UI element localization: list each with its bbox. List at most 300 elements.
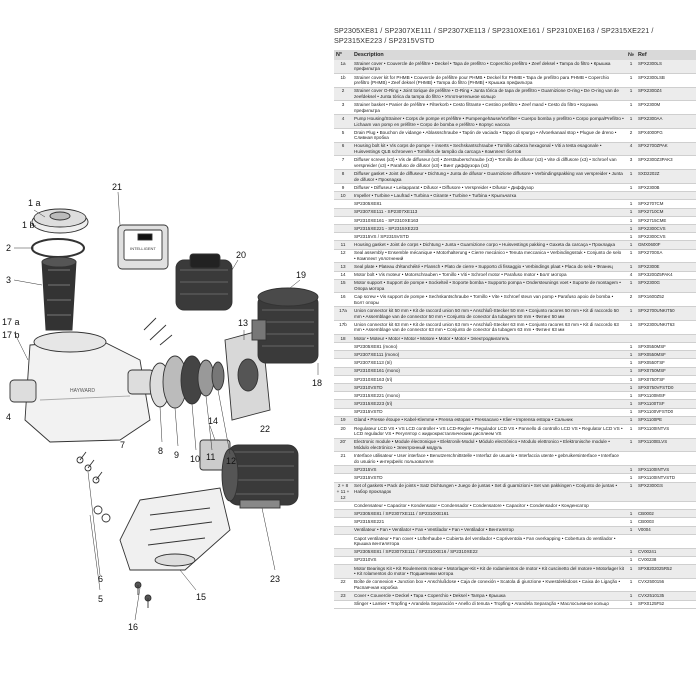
controller-brand-text: INTELLIGENT: [130, 246, 156, 251]
part-description: SP2305XE81 / SP2307XE111 / SP2310XE161: [352, 510, 626, 518]
strainer-basket-part: [42, 257, 76, 330]
part-reference: SPX2300UNKIT63: [636, 321, 696, 335]
part-description: SP2305XE81 (mono): [352, 343, 626, 351]
part-description: SP2315XE223 (tri): [352, 400, 626, 408]
part-number: [334, 233, 352, 241]
part-reference: SPX0550MSF: [636, 343, 696, 351]
part-quantity: [626, 501, 636, 509]
table-row: [334, 241, 696, 249]
table-row: [334, 534, 696, 548]
table-row: [334, 216, 696, 224]
part-description: SP2310XE161 (mono): [352, 367, 626, 375]
part-description: Diffuser gasket • Joint de diffuseur • Dichtung • Junta de difusor • Guarnizione diffusore • Verbindingspakking van verspreider • Junta de difusor • Прокладка: [352, 170, 626, 184]
part-reference: SPX2300Z3PAK3: [636, 156, 696, 170]
part-quantity: 1: [626, 241, 636, 249]
part-number: [334, 556, 352, 564]
part-quantity: 1: [626, 216, 636, 224]
part-reference: CVX2510135: [636, 592, 696, 600]
part-description: Seal plate • Plateau d'étanchéité • Flansch • Plato de cierre • Supporto di fissaggio • Verbindings plaat • Placa do selo • Фланец: [352, 263, 626, 271]
part-reference: SPX1100INTVSTD: [636, 474, 696, 482]
part-number: 18: [334, 334, 352, 342]
diagram-label-5: 5: [98, 594, 104, 604]
table-row: [334, 474, 696, 482]
part-reference: [636, 501, 696, 509]
part-reference: SPX0750MSF: [636, 367, 696, 375]
table-row: [334, 400, 696, 408]
part-quantity: 1: [626, 556, 636, 564]
part-number: [334, 208, 352, 216]
part-description: Housing bolt kit • Vis corps de pompe + inserts • Sechskantschraube • Tornillo cabeza hexagonal • Viti a testa esagonale • Huisvestings QLB schroeven • Tornillos de tampão da carcaça • Комплект болтов: [352, 142, 626, 156]
diagram-label-12: 12: [226, 456, 237, 466]
table-row: [334, 600, 696, 608]
part-quantity: 1: [626, 518, 636, 526]
part-quantity: 1: [626, 408, 636, 416]
part-number: [334, 400, 352, 408]
part-description: Motor bolt • Vis moteur • Motorschrauben • Tornillo • Viti • Schroef motor • Parafuso motor • Болт мотора: [352, 271, 626, 279]
part-number: [334, 548, 352, 556]
table-row: [334, 87, 696, 101]
table-row: [334, 424, 696, 438]
part-description: Strainer cover O-Ring • Joint torique de préfiltre • O-Ring • Junta tórica de tapa de prefiltro • Guarnizione O-ring • De O-ring van de zeefdeksel • Junta tórica da tampa do filtro • Уплотнительное кольцо: [352, 87, 626, 101]
table-row: [334, 115, 696, 129]
part-reference: SPX2300AA: [636, 115, 696, 129]
part-quantity: 1: [626, 343, 636, 351]
col-ref-header: Ref: [636, 50, 696, 60]
part-reference: SPX2300GS: [636, 482, 696, 501]
part-number: 19: [334, 416, 352, 424]
part-quantity: 1: [626, 279, 636, 293]
part-quantity: 1: [626, 321, 636, 335]
part-description: SP2305XE81 / SP2307XE111 / SP2310XE16 / SP2310XE22: [352, 548, 626, 556]
part-reference: SPX2707CM: [636, 200, 696, 208]
part-description: Union connector kit 50 mm • Kit de raccord union 50 mm • Anschluß-Stecker 50 mm • Conjunto racores 50 mm • Kit di raccordo 50 mm • Assemblage van de connector 50 mm • Conjunto de conector da tubagem 50 mm • Фитинг 50 мм: [352, 307, 626, 321]
part-quantity: 1: [626, 359, 636, 367]
diagram-label-16: 16: [128, 622, 139, 632]
part-quantity: [626, 334, 636, 342]
table-row: [334, 416, 696, 424]
part-number: 1a: [334, 60, 352, 73]
table-row: [334, 526, 696, 534]
part-quantity: 1: [626, 400, 636, 408]
part-description: Condensateur • Capacitor • Kondensator • Condensador • Condensatore • Capacitor • Condensador • Конденсатор: [352, 501, 626, 509]
part-quantity: 1: [626, 592, 636, 600]
diagram-label-11: 11: [206, 452, 216, 462]
diagram-label-1a: 1 a: [28, 198, 41, 208]
part-quantity: 1: [626, 200, 636, 208]
diagram-label-4: 4: [6, 412, 12, 422]
part-reference: SPX2710CM: [636, 208, 696, 216]
part-quantity: 1: [626, 184, 636, 192]
part-description: Impeller • Turbine • Laufrad • Turbina • Girante • Turbine • Turbina • Крыльчатка: [352, 192, 626, 200]
part-description: Capot ventilateur • Fan cover • Lüfterhaube • Cubierta del ventilador • Copriventola • Fan overkapping • Cobertura do ventilador • Крышка вентилятора: [352, 534, 626, 548]
part-number: 10: [334, 192, 352, 200]
part-number: 17a: [334, 307, 352, 321]
part-description: Strainer cover kit for PHMB • Couvercle de préfiltre pour PHMB • Deckel für PHMB • Tapa de prefiltro para PHMB • Coperchio prefiltro (PHMB) • Zeef deksel (PHMB) • Tampa do filtro (PHMB) • Крышка префильтра: [352, 73, 626, 87]
part-reference: SPX0125F52: [636, 600, 696, 608]
part-description: Gland • Presse étoupe • Kabel-Klemme • Prensa estopas • Pressacavo • Klier • Imprensa estopa • Сальник: [352, 416, 626, 424]
part-description: Ventilateur • Fan • Ventilator • Fan • Ventilador • Fan • Ventilador • Вентилятор: [352, 526, 626, 534]
part-description: SP2315XE221 (mono): [352, 392, 626, 400]
part-number: 20: [334, 424, 352, 438]
table-row: [334, 564, 696, 578]
part-reference: [636, 534, 696, 548]
part-reference: SPX1100VFSTD0: [636, 408, 696, 416]
part-description: SP2315VSTD: [352, 474, 626, 482]
part-reference: SPX1100TSF: [636, 400, 696, 408]
part-quantity: 2: [626, 293, 636, 307]
parts-list-panel: [334, 26, 696, 694]
table-row: [334, 233, 696, 241]
part-quantity: 1: [626, 375, 636, 383]
part-description: SP2315XE221: [352, 518, 626, 526]
table-row: [334, 271, 696, 279]
part-reference: CB0002: [636, 510, 696, 518]
table-row: [334, 263, 696, 271]
part-number: [334, 501, 352, 509]
table-row: [334, 249, 696, 263]
part-quantity: 1: [626, 474, 636, 482]
table-row: [334, 438, 696, 452]
table-row: [334, 224, 696, 232]
part-description: Housing gasket • Joint de corps • Dichtung • Junta • Guarnizione corpo • Huisvestings pakking • Gaxeta da carcaça • Прокладка: [352, 241, 626, 249]
diagram-label-13: 13: [238, 318, 249, 328]
part-reference: SPX1100INTVS: [636, 424, 696, 438]
part-number: 16: [334, 293, 352, 307]
part-number: [334, 408, 352, 416]
part-number: 14: [334, 271, 352, 279]
part-number: 4: [334, 115, 352, 129]
motor-support-part: [120, 488, 230, 570]
part-number: 3: [334, 101, 352, 115]
part-reference: SPX3200Z5PAK4: [636, 271, 696, 279]
part-reference: SPX2700UNKIT50: [636, 307, 696, 321]
part-description: SP2305XE81: [352, 200, 626, 208]
part-number: [334, 518, 352, 526]
strainer-oring-part: [32, 239, 84, 257]
diagram-label-23: 23: [270, 574, 281, 584]
part-reference: CB0003: [636, 518, 696, 526]
part-quantity: 1: [626, 383, 636, 391]
part-number: [334, 534, 352, 548]
part-number: 9: [334, 184, 352, 192]
part-description: Seal assembly • Ensemble mécanique • Motorhalterung • Cierre mecánico • Tenuta meccanica • Verbindingsstuk • Conjunto de selo • Комплект уплотнений: [352, 249, 626, 263]
part-quantity: 1: [626, 101, 636, 115]
part-reference: SPX2300LS: [636, 60, 696, 73]
part-quantity: 1: [626, 263, 636, 271]
part-description: SP2307XE111 (mono): [352, 351, 626, 359]
housing-bolts-part: [77, 452, 110, 522]
diffuser-impeller-stack: [144, 318, 224, 408]
part-number: [334, 564, 352, 578]
part-quantity: 4: [626, 271, 636, 279]
part-description: SP2310VSTD: [352, 383, 626, 391]
svg-text:HAYWARD: HAYWARD: [70, 388, 95, 394]
diagram-label-20: 20: [236, 250, 247, 260]
part-reference: SPX1100PE: [636, 416, 696, 424]
exploded-parts-diagram: [0, 170, 328, 670]
part-number: 23: [334, 592, 352, 600]
part-reference: SPX0750VFSTD0: [636, 383, 696, 391]
part-reference: SPX0550TSF: [636, 359, 696, 367]
part-quantity: 1: [626, 87, 636, 101]
table-row: [334, 279, 696, 293]
part-description: Union connector kit 63 mm • Kit de raccord union 63 mm • Anschluß-Stecker 63 mm • Conjunto racores 63 mm • Kit di raccordo 63 mm • Assemblage van de connector 63 mm • Conjunto de conector da tubagem 63 mm • Фитинг 63 мм: [352, 321, 626, 335]
part-number: 2: [334, 87, 352, 101]
table-row: [334, 466, 696, 474]
part-reference: SXD2202Z: [636, 170, 696, 184]
table-row: [334, 482, 696, 501]
table-row: [334, 392, 696, 400]
part-quantity: 1: [626, 351, 636, 359]
part-reference: SPX2300Z4: [636, 87, 696, 101]
pump-housing-part: [10, 332, 154, 442]
part-quantity: 1: [626, 170, 636, 184]
part-description: SP2310VS: [352, 556, 626, 564]
part-number: 13: [334, 263, 352, 271]
table-row: [334, 208, 696, 216]
part-description: Motor Bearings Kit • Kit Roulements moteur • Motorlager-Kit • Kit de rodamientos de motor • Kit cuscinetto del motore • Motorlager kit • Kit rolamentos do motor • Подшипники мотора: [354, 565, 624, 577]
diagram-label-14: 14: [208, 416, 219, 426]
diagram-label-19: 19: [296, 270, 307, 280]
part-reference: [636, 334, 696, 342]
part-number: 6: [334, 142, 352, 156]
part-quantity: 1: [626, 60, 636, 73]
part-number: 17b: [334, 321, 352, 335]
diagram-label-7: 7: [120, 440, 126, 450]
part-description: Regulateur LCD VS • VS LCD controller • VS LCD-Regler • Regulador LCD VS • Pannello di controllo LCD VS • Regulator LCD VS • LCD regulador VS • Регулятор с жидкокристаллическим дисплеем VS: [352, 424, 626, 438]
part-quantity: [626, 534, 636, 548]
part-quantity: 1: [626, 564, 636, 578]
strainer-cover-part: [32, 209, 88, 233]
part-reference: SPX1100MSF: [636, 392, 696, 400]
table-row: [334, 452, 696, 466]
table-row: [334, 408, 696, 416]
table-row: [334, 142, 696, 156]
table-row: [334, 343, 696, 351]
part-quantity: 1: [626, 233, 636, 241]
diagram-label-9: 9: [174, 450, 180, 460]
part-description: Boîte de connexion • Junction box • Anschlußdose • Caja de conexión • Scatola di giunzione • Kwestdekkdoos • Caixa de Ligação • Распаячная коробка: [352, 578, 626, 592]
diagram-label-17b: 17 b: [2, 330, 20, 340]
part-number: 1b: [334, 73, 352, 87]
part-quantity: 1: [626, 482, 636, 501]
col-number-header: N°: [334, 50, 352, 60]
part-quantity: 1: [626, 307, 636, 321]
model-list-line1: SP2305XE81 / SP2307XE111 / SP2307XE113 / SP2310XE161 / SP2310XE163 / SP2315XE221 /: [334, 26, 654, 35]
part-number: [334, 526, 352, 534]
part-description: SP2310XE161 - SP2310XE163: [352, 216, 626, 224]
part-number: 5: [334, 128, 352, 142]
table-row: [334, 170, 696, 184]
part-reference: SPX2300B: [636, 184, 696, 192]
part-description: Motor • Moteur • Motor • Motor • Motore • Motor • Motor • Электродвигатель: [352, 334, 626, 342]
part-reference: SPX2715CME: [636, 216, 696, 224]
part-reference: GMX0600F: [636, 241, 696, 249]
part-quantity: [626, 192, 636, 200]
part-quantity: 1: [626, 526, 636, 534]
table-row: [334, 578, 696, 592]
part-description: SP2310XE163 (tri): [352, 375, 626, 383]
table-row: [334, 592, 696, 600]
part-reference: SPX2300M: [636, 101, 696, 115]
motor-part: [252, 288, 318, 363]
part-reference: CV00238: [636, 556, 696, 564]
part-number: 21: [334, 452, 352, 466]
diagram-label-3: 3: [6, 275, 12, 285]
part-number: [334, 343, 352, 351]
part-description: Pump Housing/Strainer • Corps de pompe et préfiltre • Pumpengehäuse/Vorfilter • Cuerpo bomba y prefiltro • Corpo pompa/Prefiltro • Lichaam van pomp en préfiltre • Corpo de bomba e préfiltro • Корпус насоса: [352, 115, 626, 129]
part-description: Cover • Couvercle • Deckel • Tapa • Coperchio • Deksel • Tampa • Крышка: [352, 592, 626, 600]
part-quantity: 1: [626, 249, 636, 263]
part-quantity: 1: [626, 510, 636, 518]
part-quantity: 1: [626, 367, 636, 375]
table-row: [334, 367, 696, 375]
part-number: 20': [334, 438, 352, 452]
table-row: [334, 184, 696, 192]
col-description-header: Description: [352, 50, 626, 60]
part-reference: CV00241: [636, 548, 696, 556]
part-quantity: 1: [626, 600, 636, 608]
table-row: [334, 307, 696, 321]
part-description: Interface utilisateur • User interface • Benutzerschnittstelle • Interfaz de usuario • Interfaccia utente • gebruikersinterface • Interface do usuário • интерфейс пользователя: [352, 452, 626, 466]
diagram-label-17a: 17 a: [2, 317, 20, 327]
part-reference: SPX2700SA: [636, 249, 696, 263]
part-reference: [636, 452, 696, 466]
table-row: [334, 359, 696, 367]
table-row: [334, 192, 696, 200]
part-reference: SPX4000FG: [636, 128, 696, 142]
part-reference: SPX2300CVS: [636, 233, 696, 241]
table-row: [334, 383, 696, 391]
part-description: Cap screw • Vis support de pompe • Sechskantschraube • Tornillo • Vite • Schroef steun van pomp • Parafuso apoio de bomba • Болт опоры: [352, 293, 626, 307]
model-list-line2: SP2315XE223 / SP2315VSTD: [334, 36, 435, 45]
table-row: [334, 375, 696, 383]
part-description: SP2315VSTD: [352, 408, 626, 416]
part-reference: SPX1100ELVS: [636, 438, 696, 452]
table-row: [334, 556, 696, 564]
part-quantity: 1: [626, 416, 636, 424]
part-reference: SPX0550MSF: [636, 351, 696, 359]
part-reference: CVX2500156: [636, 578, 696, 592]
part-reference: SPX2300G: [636, 279, 696, 293]
part-description: Diffuser • Diffuseur • Leitapparat • Difusor • Diffusore • Verspreider • Difusor • Диффузор: [352, 184, 626, 192]
part-quantity: 1: [626, 578, 636, 592]
part-quantity: 2: [626, 128, 636, 142]
part-reference: SPX2700ZPAK: [636, 142, 696, 156]
diagram-label-6: 6: [98, 574, 104, 584]
part-reference: SPX2300LSB: [636, 73, 696, 87]
part-number: [334, 351, 352, 359]
part-description: Diffuser screws (x3) • Vis de diffuseur (x3) • Zerstäuberschraube (x3) • Tornillo de difusor (x3) • Vite di diffusore (x3) • Schroef van verspreider (x3) • Parafuso de difusor (x3) • Винт диффузора (x3): [352, 156, 626, 170]
parts-table-header: [334, 50, 696, 60]
part-number: 22: [334, 578, 352, 592]
table-row: [334, 128, 696, 142]
part-description: Slinger • Lamier • Tropfing • Arandela Separación • Anello di tenuta • Tropfing • Arandela Separação • Маслосъемное кольцо: [352, 600, 626, 608]
diagram-label-1b: 1 b: [22, 220, 35, 230]
controller-part: [118, 225, 232, 310]
diagram-label-15: 15: [196, 592, 207, 602]
part-description: SP2315VS: [352, 466, 626, 474]
table-row: [334, 548, 696, 556]
table-row: [334, 518, 696, 526]
part-reference: V0004: [636, 526, 696, 534]
part-number: [334, 474, 352, 482]
part-quantity: 1: [626, 224, 636, 232]
part-reference: [636, 192, 696, 200]
part-description: Strainer basket • Panier de préfiltre • Filterkorb • Cesto filtrante • Cestino prefiltro • Zeef mand • Cesto do filtro • Корзина префильтра: [352, 101, 626, 115]
part-number: [334, 367, 352, 375]
part-quantity: 1: [626, 438, 636, 452]
part-number: [334, 224, 352, 232]
part-number: [334, 466, 352, 474]
part-reference: SPX2300E: [636, 263, 696, 271]
part-number: 2 + 8 + 11 + 12: [334, 482, 352, 501]
part-number: 12: [334, 249, 352, 263]
parts-table: [334, 50, 696, 609]
part-quantity: 1: [626, 392, 636, 400]
diagram-label-8: 8: [158, 446, 164, 456]
part-reference: SPX1100INTVS: [636, 466, 696, 474]
part-quantity: [626, 452, 636, 466]
table-row: [334, 510, 696, 518]
col-qty-header: №: [628, 52, 635, 58]
part-quantity: 4: [626, 142, 636, 156]
part-number: [334, 200, 352, 208]
table-row: [334, 60, 696, 73]
part-reference: SPX0750TSF: [636, 375, 696, 383]
part-number: [334, 383, 352, 391]
part-number: [334, 392, 352, 400]
table-row: [334, 321, 696, 335]
part-description: Motor support • Support de pompe • Sockelteil • Soporte bomba • Supporto pompa • Ondersteunings voet • Suporte de montagem • Опора мотора: [352, 279, 626, 293]
diagram-label-18: 18: [312, 378, 323, 388]
part-quantity: 1: [626, 424, 636, 438]
part-description: SP2315VS / SP2315VSTD: [352, 233, 626, 241]
part-reference: SPX1600Z52: [636, 293, 696, 307]
part-number: [334, 216, 352, 224]
part-quantity: 3: [626, 156, 636, 170]
table-row: [334, 334, 696, 342]
part-description: Strainer cover • Couvercle de préfiltre • Deckel • Tapa de prefiltro • Coperchio prefiltro • Zeef deksel • Tampa do filtro • Крышка префильтра: [352, 60, 626, 73]
table-row: [334, 200, 696, 208]
part-number: [334, 359, 352, 367]
table-row: [334, 73, 696, 87]
part-description: Set of gaskets • Pack de joints • Satz Dichtungen • Juego de juntas • Set di guarnizioni • Set van pakkingen • Conjunto de juntas • Набор прокладок: [352, 482, 626, 501]
part-number: [334, 510, 352, 518]
diagram-label-21: 21: [112, 182, 123, 192]
table-row: [334, 293, 696, 307]
part-quantity: 1: [626, 208, 636, 216]
part-quantity: 1: [626, 115, 636, 129]
part-number: [334, 600, 352, 608]
part-number: 11: [334, 241, 352, 249]
diagram-label-2: 2: [6, 243, 12, 253]
part-number: 8: [334, 170, 352, 184]
part-number: 7: [334, 156, 352, 170]
part-quantity: 1: [626, 548, 636, 556]
part-quantity: 1: [626, 73, 636, 87]
part-description: SP2307XE113 (tri): [352, 359, 626, 367]
part-number: 15: [334, 279, 352, 293]
part-reference: SPX8202025R52: [636, 564, 696, 578]
part-quantity: 1: [626, 466, 636, 474]
part-description: SP2315XE221 - SP2315XE223: [352, 224, 626, 232]
table-row: [334, 156, 696, 170]
part-number: [334, 375, 352, 383]
table-row: [334, 351, 696, 359]
part-description: Drain Plug • Bouchon de vidange • Ablassschraube • Tapón de vaciado • Tappo di spurgo • Afvoerkanaal stop • Plugue de dreno • Сливная пробка: [352, 128, 626, 142]
part-reference: SPX2300CVS: [636, 224, 696, 232]
